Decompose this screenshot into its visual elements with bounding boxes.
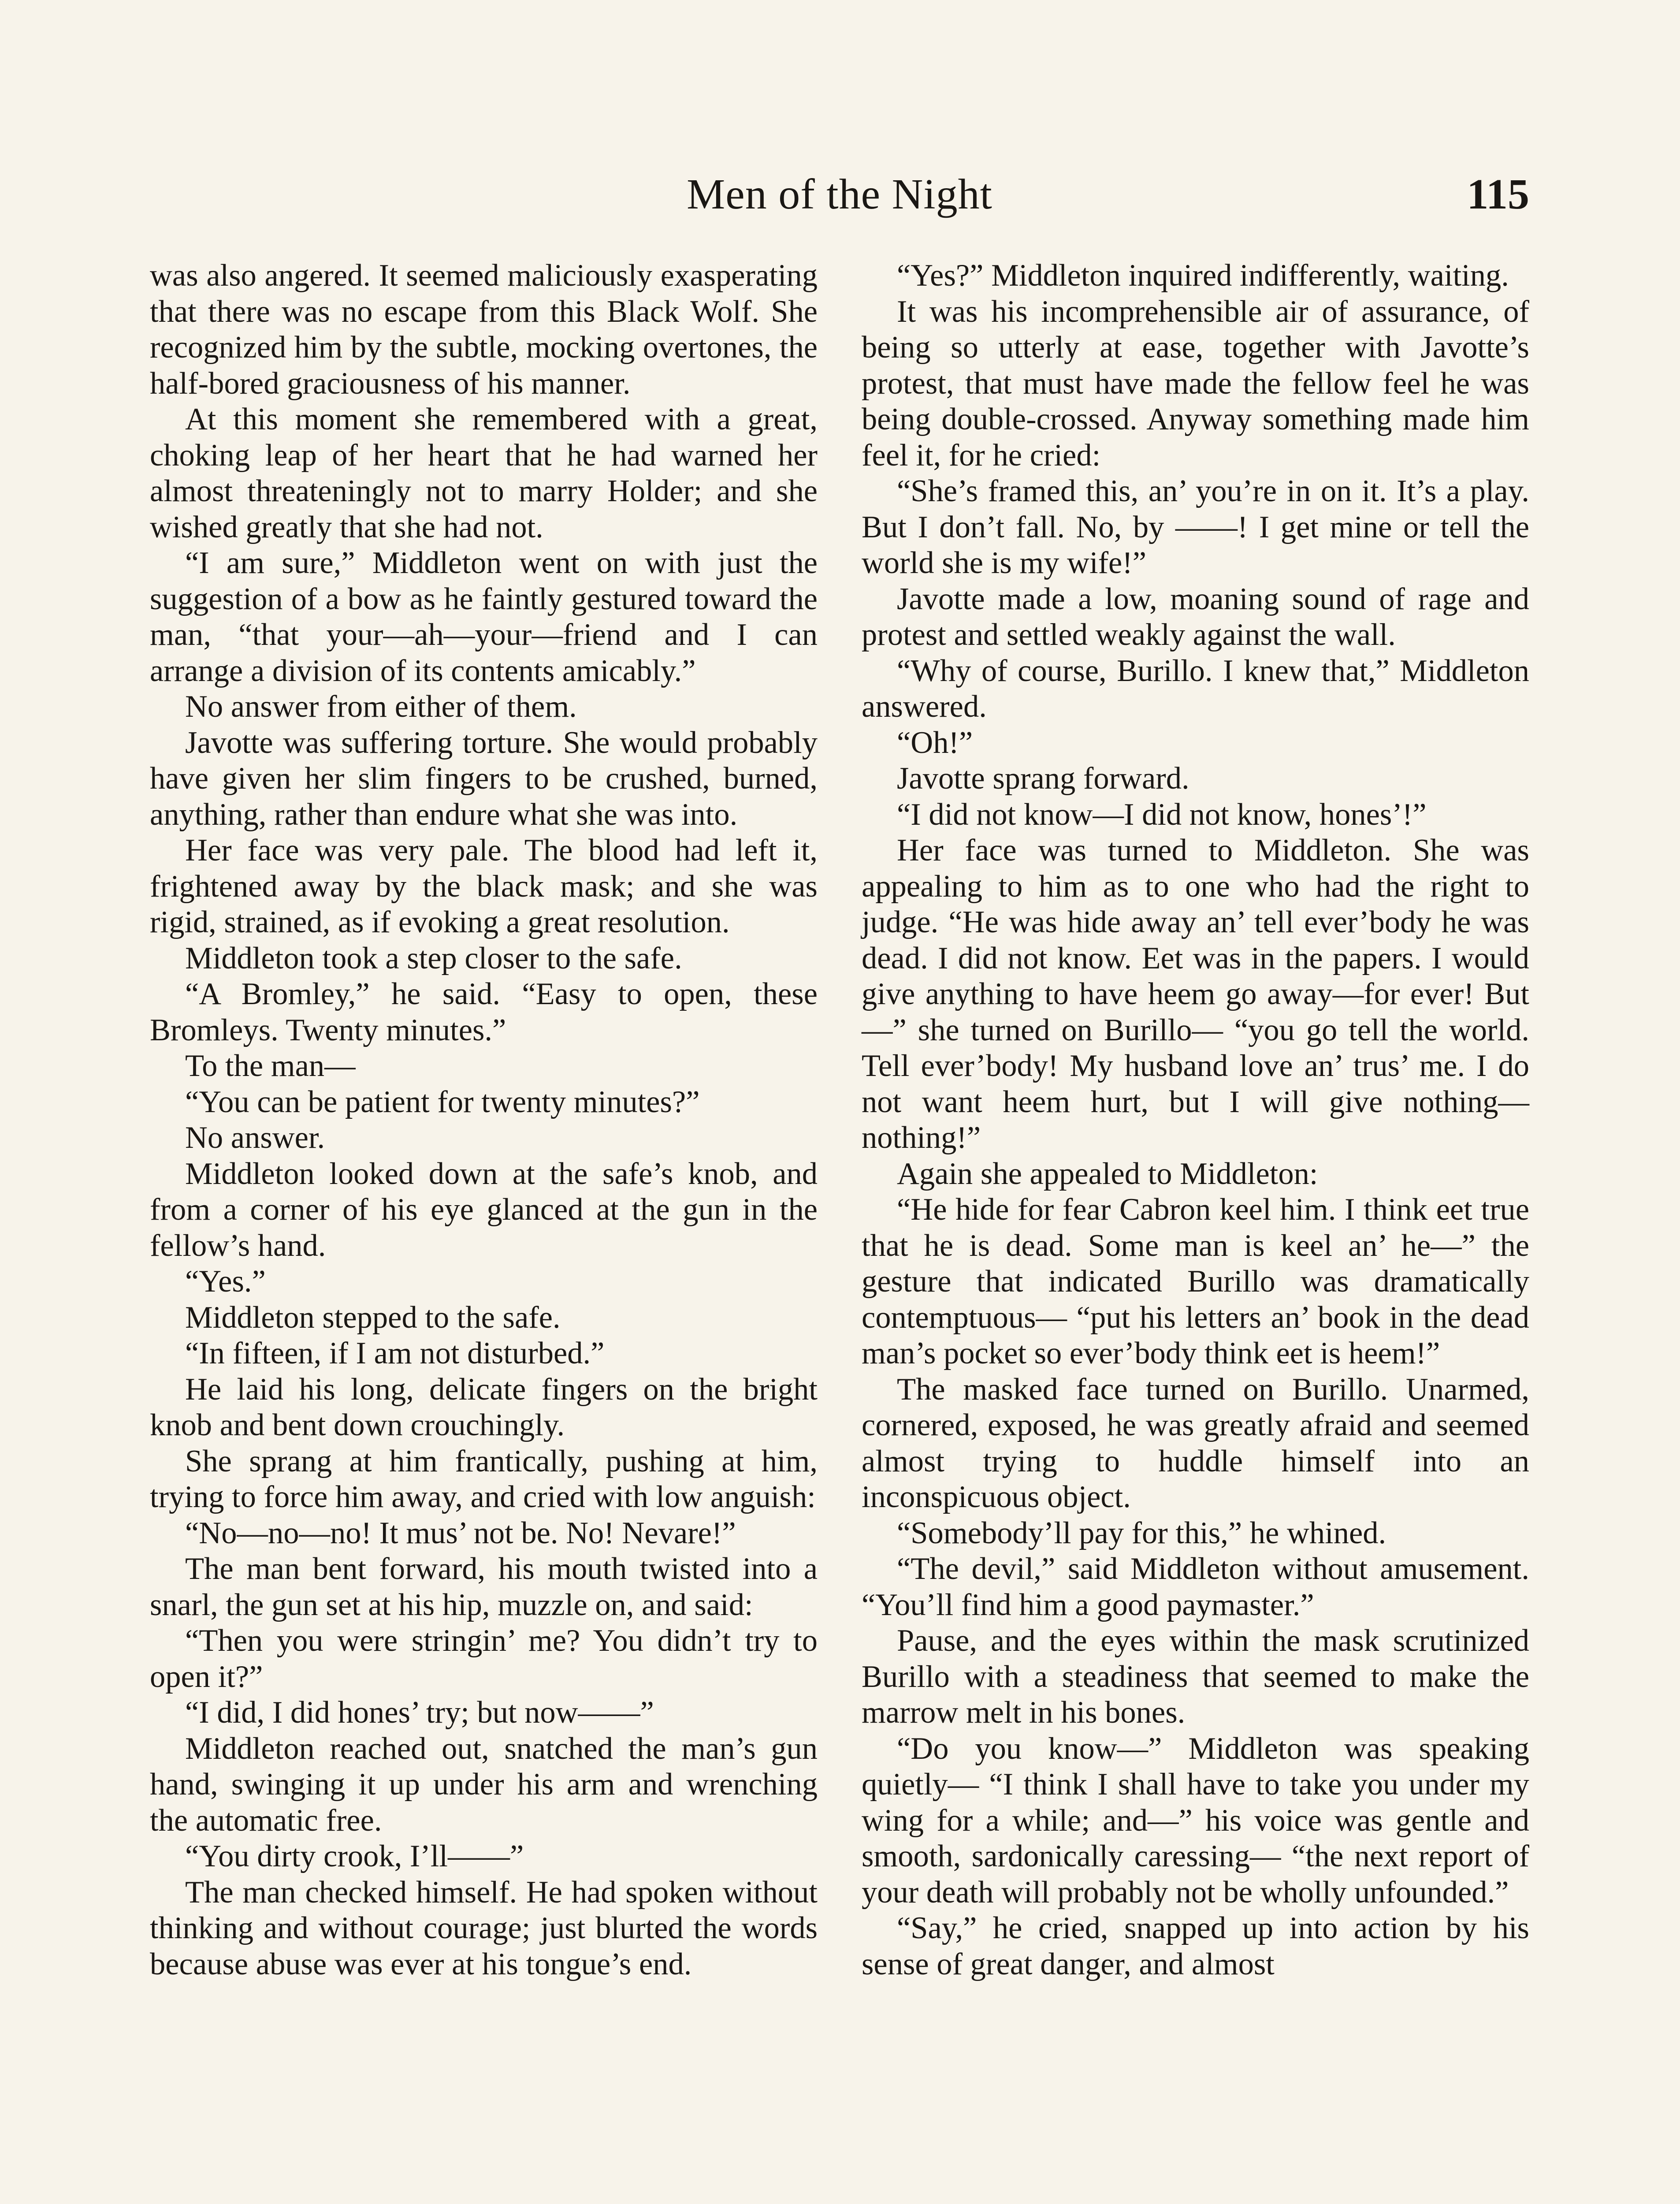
paragraph: He laid his long, delicate fingers on the bright knob and bent down crouchingly. [150, 1372, 818, 1442]
paragraph: “He hide for fear Cabron keel him. I think eet true that he is dead. Some man is keel an’ he—” the gesture that indicated Burillo was dramatically contemptuous— “put his letters an’ book in the dead man’s pocket so ever’body think eet is heem!” [862, 1192, 1529, 1370]
paragraph: “The devil,” said Middleton without amusement. “You’ll find him a good paymaster.” [862, 1552, 1529, 1622]
paragraph: Her face was very pale. The blood had left it, frightened away by the black mask; and she was rigid, strained, as if evoking a great resolution. [150, 833, 818, 939]
paragraph: The man checked himself. He had spoken without thinking and without courage; just blurted the words because abuse was ever at his tongue’s end. [150, 1875, 818, 1981]
paragraph: The masked face turned on Burillo. Unarmed, cornered, exposed, he was greatly afraid and seemed almost trying to huddle himself into an inconspicuous object. [862, 1372, 1529, 1514]
paragraph: Pause, and the eyes within the mask scrutinized Burillo with a steadiness that seemed to make the marrow melt in his bones. [862, 1623, 1529, 1730]
paragraph: “You dirty crook, I’ll——” [185, 1839, 524, 1873]
paragraph: “I am sure,” Middleton went on with just the suggestion of a bow as he faintly gestured toward the man, “that your—ah—your—friend and I can arrange a division of its contents amicably.” [150, 546, 818, 688]
paragraph: “Yes.” [185, 1264, 266, 1299]
paragraph: “A Bromley,” he said. “Easy to open, these Bromleys. Twenty minutes.” [150, 977, 818, 1047]
paragraph: “Somebody’ll pay for this,” he whined. [897, 1515, 1386, 1550]
paragraph: Again she appealed to Middleton: [897, 1156, 1318, 1191]
paragraph: At this moment she remembered with a great, choking leap of her heart that he had warned her almost threateningly not to marry Holder; and she wished greatly that she had not. [150, 402, 818, 544]
paragraph: No answer. [185, 1121, 325, 1155]
paragraph: Her face was turned to Middleton. She was appealing to him as to one who had the right to judge. “He was hide away an’ tell ever’body he was dead. I did not know. Eet was in the papers. I would give anything to have heem go away—for ever! But—” she turned on Burillo— “you go tell the world. Tell ever’body! My husband love an’ trus’ me. I do not want heem hurt, but I will give nothing—nothing!” [862, 833, 1529, 1155]
right-column [862, 258, 1529, 1982]
paragraph: “She’s framed this, an’ you’re in on it. It’s a play. But I don’t fall. No, by ——! I get mine or tell the world she is my wife!” [862, 474, 1529, 580]
paragraph: Javotte was suffering torture. She would probably have given her slim fingers to be crushed, burned, anything, rather than endure what she was into. [150, 725, 818, 832]
running-title: Men of the Night [687, 171, 992, 218]
paragraph: “Why of course, Burillo. I knew that,” Middleton answered. [862, 653, 1529, 724]
paragraph: “You can be patient for twenty minutes?” [185, 1084, 700, 1119]
paragraph: To the man— [185, 1049, 356, 1083]
paragraph: She sprang at him frantically, pushing at him, trying to force him away, and cried with low anguish: [150, 1444, 818, 1514]
paragraph: Middleton looked down at the safe’s knob, and from a corner of his eye glanced at the gun in the fellow’s hand. [150, 1156, 818, 1263]
left-column [150, 258, 818, 1982]
paragraph: “I did, I did hones’ try; but now——” [185, 1695, 654, 1730]
paragraph: Javotte sprang forward. [897, 761, 1189, 796]
paragraph: Middleton took a step closer to the safe. [185, 941, 682, 975]
paragraph: “I did not know—I did not know, hones’!” [897, 797, 1427, 832]
paragraph: “Yes?” Middleton inquired indifferently, waiting. [897, 258, 1509, 293]
page-number: 115 [1467, 171, 1529, 218]
paragraph: “Oh!” [897, 725, 973, 760]
paragraph: Middleton stepped to the safe. [185, 1300, 561, 1335]
paragraph: It was his incomprehensible air of assurance, of being so utterly at ease, together with Javotte’s protest, that must have made the fellow feel he was being double-crossed. Anyway something made him feel it, for he cried: [862, 294, 1529, 473]
paragraph: Middleton reached out, snatched the man’s gun hand, swinging it up under his arm and wrenching the automatic free. [150, 1731, 818, 1838]
paragraph: “Then you were stringin’ me? You didn’t try to open it?” [150, 1623, 818, 1694]
paragraph: Javotte made a low, moaning sound of rage and protest and settled weakly against the wall. [862, 581, 1529, 652]
paragraph: No answer from either of them. [185, 689, 577, 724]
paragraph: “No—no—no! It mus’ not be. No! Nevare!” [185, 1515, 736, 1550]
paragraph: “Do you know—” Middleton was speaking quietly— “I think I shall have to take you under my wing for a while; and—” his voice was gentle and smooth, sardonically caressing— “the next report of your death will probably not be wholly unfounded.” [862, 1731, 1529, 1910]
paragraph: “In fifteen, if I am not disturbed.” [185, 1336, 605, 1370]
paragraph: was also angered. It seemed maliciously exasperating that there was no escape from this Black Wolf. She recognized him by the subtle, mocking overtones, the half-bored graciousness of his manner. [150, 258, 818, 401]
page-header [150, 170, 1529, 231]
paragraph: “Say,” he cried, snapped up into action by his sense of great danger, and almost [862, 1911, 1529, 1981]
paragraph: The man bent forward, his mouth twisted into a snarl, the gun set at his hip, muzzle on, and said: [150, 1552, 818, 1622]
